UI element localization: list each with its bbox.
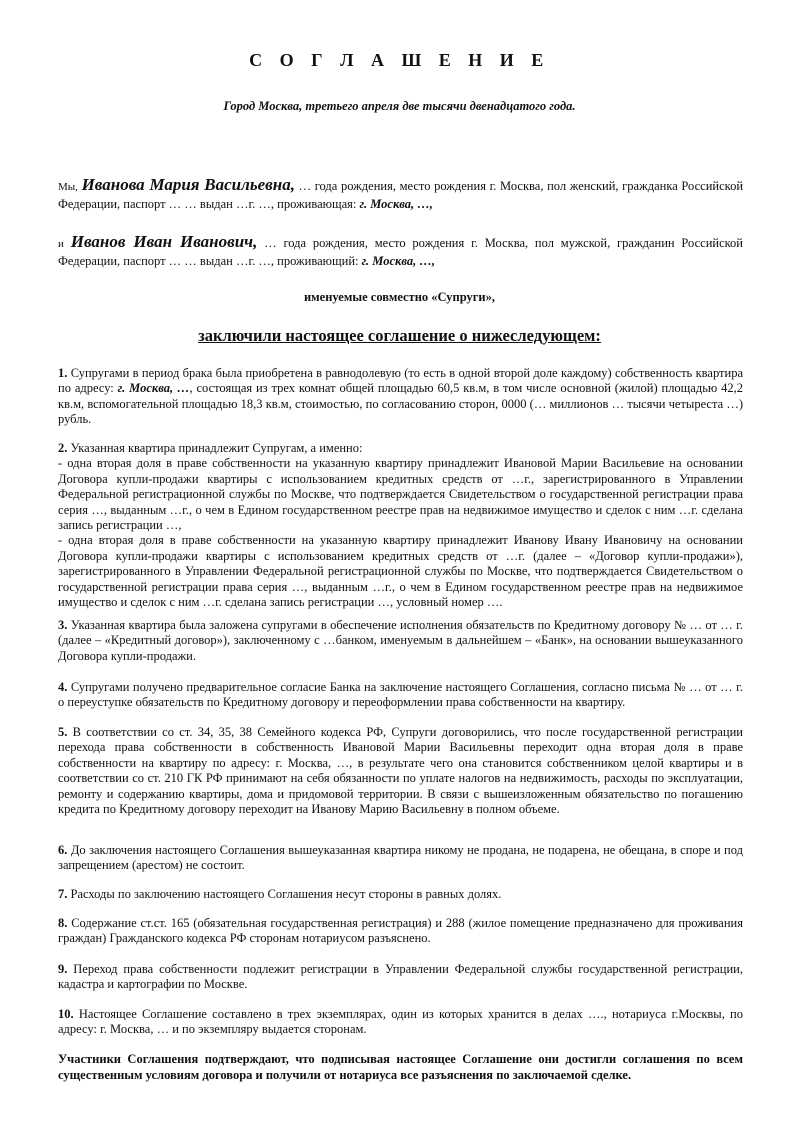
section-2-item-1: - одна вторая доля в праве собственности на указанную квартиру принадлежит Ивановой Марии Васильевие на основании Договора купли-продажи квартиры с использованием кредитных средств от …г., зарегистрированного в Управлении Федеральной регистрационной службы по Москве, что подтверждается Свидетельством о государственной регистрации права серия …, выданным …г., о чем в Едином государственном реестре прав на недвижимое имущество и сделок с ним …г. сделана запись регистрации …,: [58, 456, 743, 533]
section-number: 8.: [58, 916, 68, 930]
section-4: [58, 680, 743, 711]
section-text: Супругами в период брака была приобретена в равнодолевую (то есть в одной второй доле каждому) собственность квартира по адресу:: [58, 366, 743, 396]
spouses-label: именуемые совместно «Супруги»,: [303, 290, 496, 304]
final-statement: Участники Соглашения подтверждают, что подписывая настоящее Соглашение они достигли соглашения по всем существенным условиям договора и получили от нотариуса все разъяснения по заключаемой сделке.: [58, 1052, 743, 1082]
section-2: [58, 441, 743, 610]
section-text: Супругами получено предварительное согласие Банка на заключение настоящего Соглашения, согласно письма № … от … г. о переуступке обязательств по Кредитному договору и переоформлении права собственности на квартиру.: [58, 680, 743, 710]
section-text: Расходы по заключению настоящего Соглашения несут стороны в равных долях.: [67, 887, 502, 901]
party-2-details: … года рождения, место рождения г. Москва, пол мужской, гражданин Российской Федерации, паспорт … … выдан …г. …, проживающий:: [58, 236, 743, 268]
section-3: [58, 618, 743, 664]
section-number: 2.: [58, 441, 68, 455]
party-2-address: г. Москва, …,: [361, 254, 436, 268]
section-number: 10.: [58, 1007, 74, 1021]
section-8: [58, 916, 743, 947]
section-text: До заключения настоящего Соглашения вышеуказанная квартира никому не продана, не подарена, не обещана, в споре и под запрещением (арестом) не состоит.: [58, 843, 743, 873]
section-5: [58, 725, 743, 817]
section-number: 3.: [58, 618, 68, 632]
section-number: 7.: [58, 887, 68, 901]
section-text: Настоящее Соглашение составлено в трех экземплярах, один из которых хранится в делах …., нотариуса г.Москвы, по адресу: г. Москва, … и по экземпляру выдается сторонам.: [58, 1007, 743, 1037]
section-text: Указанная квартира была заложена супругами в обеспечение исполнения обязательств по Кредитному договору № … от … г. (далее – «Кредитный договор»), заключенному с …банком, именуемым в дальнейшем – «Банк», на основании вышеуказанного Договора купли-продажи.: [58, 618, 743, 663]
section-text: В соответствии со ст. 34, 35, 38 Семейного кодекса РФ, Супруги договорились, что после государственной регистрации перехода права собственности в собственность Ивановой Марии Васильевны переходит одна вторая доля в праве собственности на квартиру по адресу: г. Москва, …, в результате чего она становится собственником целой квартиры и в соответствии со ст. 210 ГК РФ принимают на себя обязанности по уплате налогов на недвижимость, расходы по эксплуатации, ремонту и содержанию квартиры, дома и придомовой территории. В связи с вышеизложенным обязательство по погашению кредита по Кредитному договору переходит на Иванову Марию Васильевну в полном объеме.: [58, 725, 743, 817]
section-text: Переход права собственности подлежит регистрации в Управлении Федеральной службы государственной регистрации, кадастра и картографии по Москве.: [58, 962, 743, 992]
party-1-details: … года рождения, место рождения г. Москва, пол женский, гражданка Российской Федерации, паспорт … … выдан …г. …, проживающая:: [58, 179, 744, 211]
section-number: 5.: [58, 725, 68, 739]
party-1-paragraph: [58, 176, 743, 213]
section-6: [58, 843, 743, 874]
party-1-address: г. Москва, …,: [359, 197, 433, 211]
document-title: С О Г Л А Ш Е Н И Е: [249, 50, 550, 70]
section-number: 4.: [58, 680, 68, 694]
section-number: 6.: [58, 843, 68, 857]
party-1-name: Иванова Мария Васильевна,: [81, 175, 295, 194]
section-text: Указанная квартира принадлежит Супругам, а именно:: [67, 441, 363, 455]
agreement-heading: заключили настоящее соглашение о нижеследующем:: [198, 326, 601, 345]
section-number: 9.: [58, 962, 68, 976]
city-date-line: Город Москва, третьего апреля две тысячи двенадцатого года.: [223, 99, 576, 113]
section-7: [58, 887, 743, 902]
party-2-name: Иванов Иван Иванович,: [70, 232, 258, 251]
section-9: [58, 962, 743, 993]
party-2-prefix: и: [58, 238, 64, 250]
section-2-item-2: - одна вторая доля в праве собственности на указанную квартиру принадлежит Иванову Ивану Ивановичу на основании Договора купли-продажи квартиры с использованием кредитных средств от …г. (далее – «Договор купли-продажи»), зарегистрированного в Управлении Федеральной регистрационной службы по Москве, что подтверждается Свидетельством о государственной регистрации права серия …, выданным …г., о чем в Едином государственном реестре прав на недвижимое имущество и сделок с ним …г. сделана запись регистрации …, условный номер ….: [58, 533, 743, 610]
section-address: г. Москва, …: [117, 381, 190, 396]
section-text: Содержание ст.ст. 165 (обязательная государственная регистрация) и 288 (жилое помещение предназначено для проживания граждан) Гражданского кодекса РФ сторонам нотариусом разъяснено.: [58, 916, 743, 946]
section-10: [58, 1007, 743, 1038]
party-1-prefix: Мы,: [58, 181, 78, 193]
section-text-continued: , состоящая из трех комнат общей площадью 60,5 кв.м, в том числе основной (жилой) площадью 42,2 кв.м, вспомогательной площадью 18,3 кв.м, стоимостью, по согласованию сторон, 0000 (… миллионов … тысячи четыреста …) рубль.: [58, 381, 744, 427]
section-number: 1.: [58, 366, 68, 380]
section-1: [58, 366, 743, 428]
party-2-paragraph: [58, 233, 743, 270]
